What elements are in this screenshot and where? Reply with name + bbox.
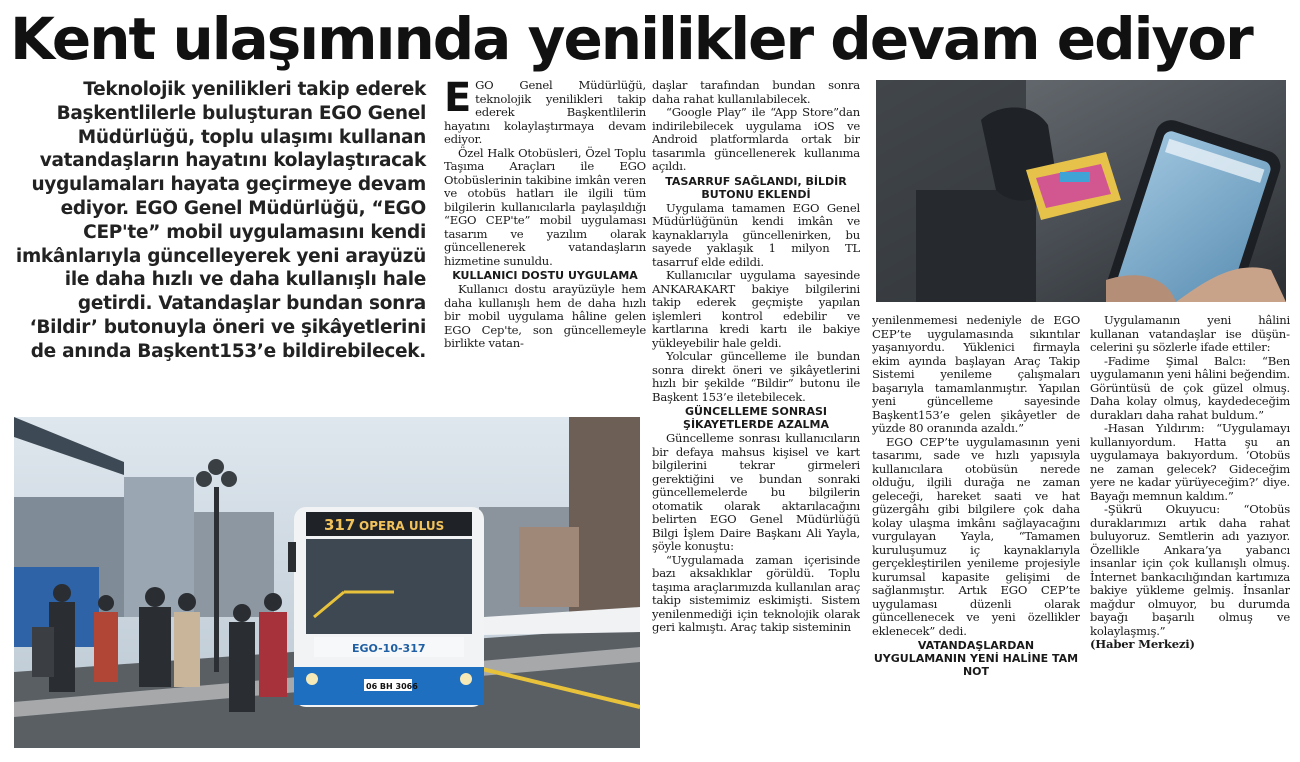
phone-photo [876, 80, 1286, 302]
article-column-3 [872, 314, 1080, 754]
subheading: KULLANICI DOSTU UYGULAMA [452, 269, 638, 282]
bus-stop-photo-image [14, 417, 640, 748]
paragraph: Uygulama tamamen EGO Genel Müdürlüğünün kendi imkân ve kaynaklarıyla güncellenirken, bu sayede yaklaşık 1 milyon TL tasarruf elde edildi. [652, 200, 860, 269]
article-column-4 [1090, 314, 1290, 754]
bus-destination-sign: OPERA ULUS [359, 519, 445, 533]
paragraph: Kullanıcılar uygulama sayesinde ANKARAKART bakiye bilgilerini takip ederek geçmişte yapılan işlemleri kontrol edebilir ve kartlarına kredi kartı ile bakiye yükleyebilir hale geldi. [652, 268, 860, 350]
quote-paragraph: -Hasan Yıldırım: “Uygulamayı kullanıyordum. Hatta şu an uygulamaya bakıyordum. ‘Otobüs ne zaman gelecek? Gideceğim yere ne kadar yürüyeceğim?’ diye. Bayağı memnun kaldım.” [1090, 421, 1290, 503]
headline: Kent ulaşımında yenilikler devam ediyor [10, 5, 1252, 73]
phone-photo-image [876, 80, 1286, 302]
paragraph: daşlar tarafından bundan sonra daha rahat kullanılabilecek. [652, 79, 860, 106]
intro-paragraph: EGO Genel Müdürlüğü, teknolojik yenilikleri takip ederek Başkentlilerin hayatını kolaylaştırmaya devam ediyor. [444, 79, 646, 146]
paragraph: Özel Halk Otobüsleri, Özel Toplu Taşıma Araçları ile EGO Otobüslerinin takibine imkân veren ve otobüs hatları ile ilgili tüm bilgilerin kullanıcılarla paylaşıldığı “EGO CEP'te” mobil uygulaması tasarım ve yazılım olarak güncellenerek vatandaşların hizmetine sunuldu. [444, 145, 646, 268]
quote-paragraph: -Fadime Şimal Balcı: “Ben uygulamanın yeni hâlini beğendim. Görüntüsü de çok güzel olmuş. Daha kolay olmuş, kaydedeceğim durakları daha rahat buldum.” [1090, 353, 1290, 422]
paragraph: Kullanıcı dostu arayüzüyle hem daha kullanışlı hem de daha hızlı bir mobil uygulama hâline gelen EGO Cep'te, son güncellemeyle birlikte vatan- [444, 282, 646, 350]
byline: (Haber Merkezi) [1090, 637, 1195, 651]
article-column-1 [444, 79, 646, 401]
paragraph: Uygulamanın yeni hâlini kullanan vatandaşlar ise düşüncelerini şu sözlerle ifade ettiler: [1090, 314, 1290, 354]
subheading: TASARRUF SAĞLANDI, BİLDİR BUTONU EKLENDİ [665, 174, 847, 201]
quote-paragraph: -Şükrü Okuyucu: “Otobüs duraklarımızı artık daha rahat buluyoruz. Semtlerin adı yazıyor. Özellikle Ankara’ya yabancı insanlar için çok kullanışlı olmuş. İnternet bankacılığından kartımıza bakiye yükleme gelmiş. İnsanlar mağdur olmuyor, bu durumda bayağı başarılı olmuş ve kolaylaşmış.” [1090, 502, 1290, 638]
bus-license-plate: 06 BH 3066 [366, 682, 418, 691]
bus-stop-photo [14, 417, 640, 748]
paragraph: yenilenmemesi nedeniyle de EGO CEP’te uygulamasında sıkıntılar yaşanıyordu. Yüklenici firmayla ekim ayında başlayan Araç Takip Sistemi yenileme çalışmaları başarıyla tamamlanmıştır. Yapılan yeni güncelleme sayesinde Başkent153’e gelen şikâyetler de yüzde 80 oranında azaldı.” [872, 314, 1080, 435]
paragraph: “Uygulamada zaman içerisinde bazı aksaklıklar görüldü. Toplu taşıma araçlarımızda kullanılan araç takip sistemimiz eskimişti. Sistem yenilenmediği için teknolojik olarak geri kalmıştı. Araç takip sisteminin [652, 552, 860, 634]
subheading: GÜNCELLEME SONRASI ŞİKAYETLERDE AZALMA [683, 405, 829, 431]
subheading: VATANDAŞLARDAN UYGULAMANIN YENİ HALİNE TAM NOT [873, 639, 1079, 678]
lead-paragraph: Teknolojik yenilikleri takip ederek Başkentlilerle buluşturan EGO Genel Müdürlüğü, toplu ulaşımı kullanan vatandaşların hayatını kolaylaştıracak uygulamaları hayata geçirmeye devam ediyor. EGO Genel Müdürlüğü, “EGO CEP'te” mobil uygulamasını kendi imkânlarıyla güncelleyerek yeni arayüzü ile daha hızlı ve daha kullanışlı hale getirdi. Vatandaşlar bundan sonra ‘Bildir’ butonuyla öneri ve şikâyetlerini de anında Başkent153’e bildirebilecek. [15, 79, 426, 362]
bus-route-sign: 317 [324, 516, 356, 534]
bus-fleet-number: EGO-10-317 [352, 642, 426, 655]
paragraph: “Google Play” ile “App Store”dan indirilebilecek uygulama iOS ve Android platformlarda ortak bir tasarımla güncellenerek kullanıma açıldı. [652, 105, 860, 173]
paragraph: Yolcular güncelleme ile bundan sonra direkt öneri ve şikâyetlerini hızlı bir şekilde “Bildir” butonu ile Başkent 153’e iletebilecek. [652, 349, 860, 404]
article-column-2 [652, 79, 860, 753]
paragraph: EGO CEP’te uygulamasının yeni tasarımı, sade ve hızlı yapısıyla kullanıcılara otobüsün nerede olduğu, ilgili durağa ne zaman geleceği, hareket saati ve hat güzergâhı gibi bilgilere çok daha kolay ulaşma imkânı sağlayacağını vurgulayan Yayla, “Tamamen kuruluşumuz iç kaynaklarıyla gerçekleştirilen yenileme projesiyle kurumsal kapasite gelişimi de sağlanmıştır. Artık EGO CEP’te uygulaması düzenli olarak güncellenecek ve yeni özellikler eklenecek” dedi. [872, 434, 1080, 638]
paragraph: Güncelleme sonrası kullanıcıların bir defaya mahsus kişisel ve kart bilgilerini tekrar girmeleri gerektiğini ve bundan sonraki güncellemelerde bu bilgilerin otomatik olarak aktarılacağını belirten EGO Genel Müdürlüğü Bilgi İşlem Daire Başkanı Ali Yayla, şöyle konuştu: [652, 431, 860, 553]
drop-cap: E [444, 79, 472, 121]
